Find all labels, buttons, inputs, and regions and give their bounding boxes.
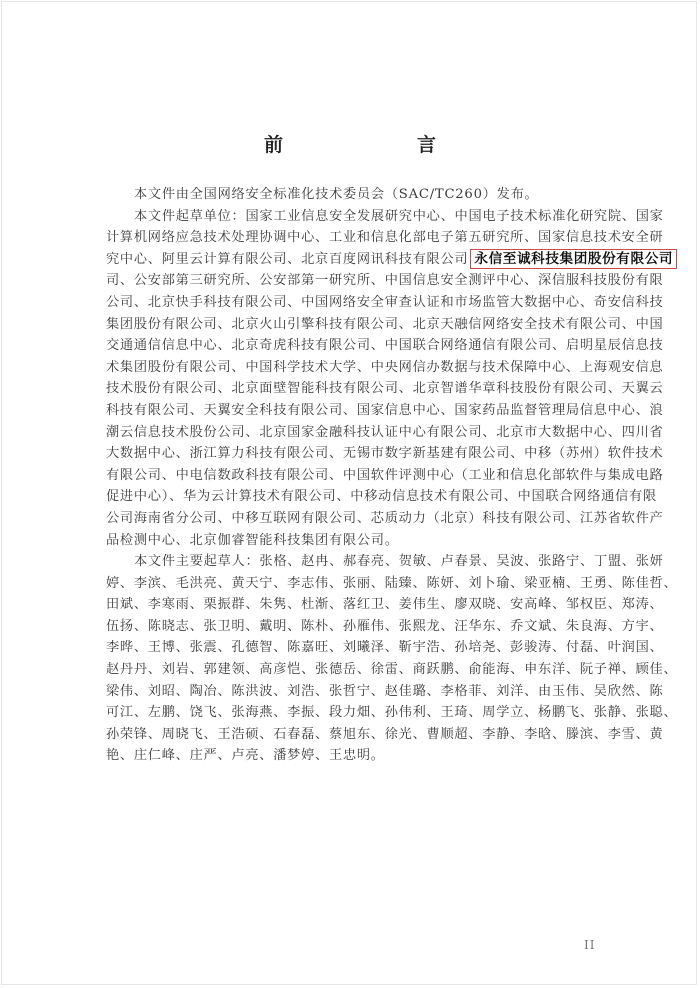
document-body: [106, 184, 678, 767]
drafters-line: 艳、庄仁峰、庄严、卢亮、潘梦婷、王忠明。: [106, 748, 385, 764]
publisher-line: 本文件由全国网络安全标准化技术委员会（SAC/TC260）发布。: [134, 187, 539, 202]
drafting-units-line: 科技有限公司、天翼安全科技有限公司、国家信息中心、国家药品监督管理局信息中心、浪: [106, 402, 664, 418]
drafters-line: 婷、李滨、毛洪亮、黄天宁、李志伟、张丽、陆臻、陈妍、刘卜瑜、梁亚楠、王勇、陈佳哲、: [106, 575, 678, 591]
drafting-units-line: 大数据中心、浙江算力科技有限公司、无锡市数字新基建有限公司、中移（苏州）软件技术: [106, 446, 664, 462]
drafters-line: 本文件主要起草人：张格、赵冉、郝春亮、贺敏、卢春景、吴波、张路宁、丁盟、张妍: [134, 554, 664, 570]
drafting-units-line: 公司海南省分公司、中移互联网有限公司、芯质动力（北京）科技有限公司、江苏省软件产: [106, 510, 664, 526]
drafting-units-line: 有限公司、中电信数政科技有限公司、中国软件评测中心（工业和信息化部软件与集成电路: [106, 467, 664, 483]
drafting-units-line: 交通通信信息中心、北京奇虎科技有限公司、中国联合网络通信有限公司、启明星辰信息技: [106, 338, 664, 354]
drafters-line: 李晔、王博、张震、孔德智、陈嘉旺、刘曦泽、靳宇浩、孙培尧、彭骏涛、付磊、叶润国、: [106, 640, 664, 656]
drafting-units-line: 计算机网络应急技术处理协调中心、工业和信息化部电子第五研究所、国家信息技术安全研: [106, 230, 664, 246]
drafting-units-line: 本文件起草单位：国家工业信息安全发展研究中心、中国电子技术标准化研究院、国家: [134, 208, 664, 224]
drafting-units-line: 促进中心）、华为云计算技术有限公司、中移动信息技术有限公司、中国联合网络通信有限: [106, 489, 657, 505]
drafting-units-line: 集团股份有限公司、北京火山引擎科技有限公司、北京天融信网络安全技术有限公司、中国: [106, 316, 664, 332]
page-title: 前 言: [263, 134, 468, 156]
drafting-units-line: 技术股份有限公司、北京面壁智能科技有限公司、北京智谱华章科技股份有限公司、天翼云: [106, 381, 664, 397]
drafting-units-line: 术集团股份有限公司、中国科学技术大学、中央网信办数据与技术保障中心、上海观安信息: [106, 359, 664, 375]
drafting-units-line: 潮云信息技术股份公司、北京国家金融科技认证中心有限公司、北京市大数据中心、四川省: [106, 424, 664, 440]
drafters-line: 孙荣锋、周晓飞、王浩硕、石春磊、蔡旭东、徐光、曹顺超、李静、李晗、滕滨、李雪、黄: [106, 726, 664, 742]
drafting-units-text: 究中心、阿里云计算有限公司、北京百度网讯科技有限公司: [106, 251, 469, 267]
drafters-line: 梁伟、刘昭、陶冶、陈洪波、刘浩、张哲宁、赵佳璐、李格菲、刘洋、由玉伟、吴欣然、陈: [106, 683, 664, 699]
drafters-line: 可江、左鹏、饶飞、张海燕、李振、段力畑、孙伟利、王琦、周学立、杨鹏飞、张静、张聪、: [106, 705, 678, 721]
drafting-units-line: 品检测中心、北京伽睿智能科技集团有限公司。: [106, 532, 399, 548]
drafters-line: 赵丹丹、刘岩、郭建领、高彦恺、张德岳、徐雷、商跃鹏、俞能海、申东洋、阮子禅、顾佳、: [106, 662, 678, 678]
drafting-units-line-with-highlight: [106, 249, 674, 271]
drafting-units-line: 司、公安部第三研究所、公安部第一研究所、中国信息安全测评中心、深信服科技股份有限: [106, 273, 664, 289]
drafters-line: 伍扬、陈晓志、张卫明、戴明、陈朴、孙雁伟、张熙龙、汪华东、乔文斌、朱良海、方宇、: [106, 618, 664, 634]
drafters-line: 田斌、李寒雨、栗振群、朱隽、杜渐、落红卫、姜伟生、廖双晓、安高峰、邹权臣、郑涛、: [106, 597, 664, 613]
drafting-units-line: 公司、北京快手科技有限公司、中国网络安全审查认证和市场监管大数据中心、奇安信科技: [106, 294, 664, 310]
page-number: II: [584, 938, 596, 952]
highlighted-unit: 永信至诚科技集团股份有限公司: [470, 249, 677, 269]
